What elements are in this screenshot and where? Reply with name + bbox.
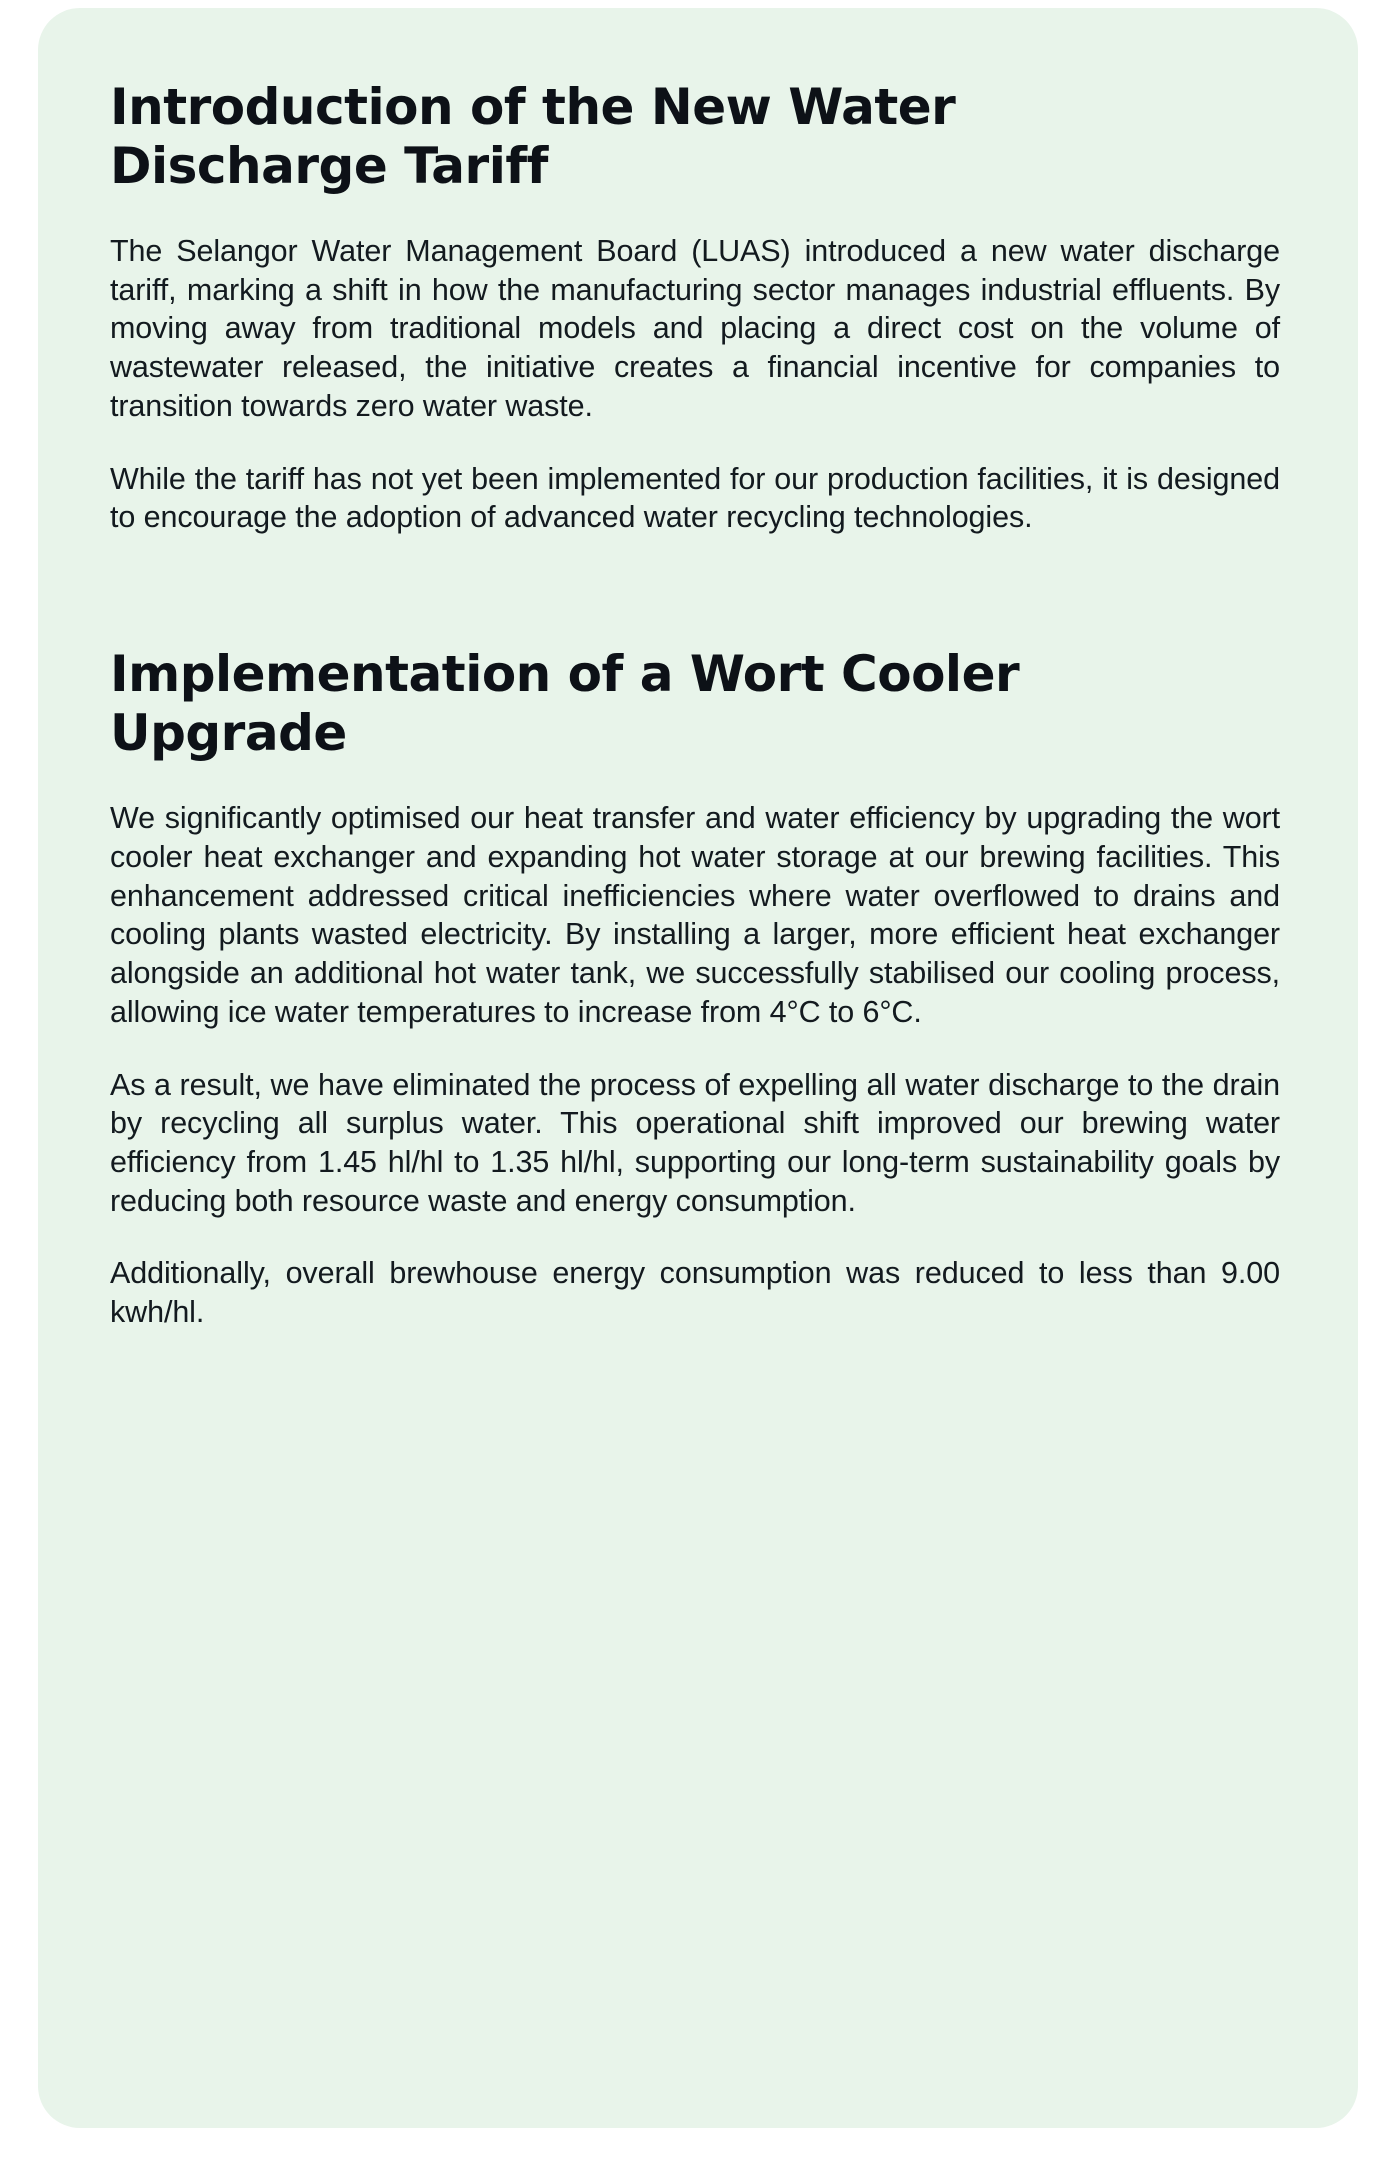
paragraph: The Selangor Water Management Board (LUAS) introduced a new water discharge tariff, marking a shift in how the manufacturing sector manages industrial effluents. By moving away from traditional models and placing a direct cost on the volume of wastewater released, the initiative creates a financial incentive for companies to transition towards zero water waste.	[110, 234, 1280, 423]
section-spacer	[110, 537, 1286, 645]
section-title-wort-cooler-upgrade: Implementation of a Wort Cooler Upgrade	[110, 645, 1020, 763]
section-wort-cooler-upgrade	[110, 645, 1286, 1332]
paragraph: Additionally, overall brewhouse energy consumption was reduced to less than 9.00 kwh/hl.	[110, 1256, 1280, 1330]
section-water-discharge-tariff	[110, 78, 1286, 537]
content-card	[38, 8, 1358, 2128]
paragraph: As a result, we have eliminated the process of expelling all water discharge to the drain by recycling all surplus water. This operational shift improved our brewing water efficiency from 1.45 hl/hl to 1.35 hl/hl, supporting our long-term sustainability goals by reducing both resource waste and energy consumption.	[110, 1067, 1280, 1218]
paragraph: We significantly optimised our heat transfer and water efficiency by upgrading the wort cooler heat exchanger and expanding hot water storage at our brewing facilities. This enhancement addressed critical inefficiencies where water overflowed to drains and cooling plants wasted electricity. By installing a larger, more efficient heat exchanger alongside an additional hot water tank, we successfully stabilised our cooling process, allowing ice water temperatures to increase from 4°C to 6°C.	[110, 801, 1280, 1029]
paragraph: While the tariff has not yet been implemented for our production facilities, it is designed to encourage the adoption of advanced water recycling technologies.	[110, 461, 1280, 535]
section-title-water-discharge-tariff: Introduction of the New Water Discharge Tariff	[110, 78, 956, 195]
